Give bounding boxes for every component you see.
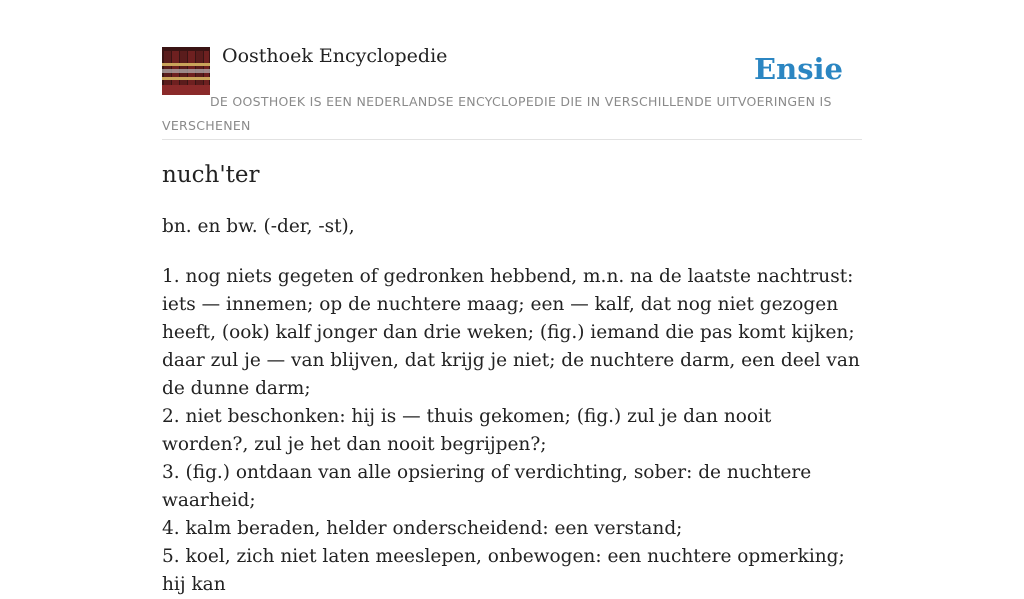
- site-header: [162, 0, 862, 140]
- definition-sense: 3. (fig.) ontdaan van alle opsiering of verdichting, sober: de nuchtere waarheid;: [162, 462, 812, 511]
- entry-grammar: bn. en bw. (-der, -st),: [162, 216, 355, 237]
- ensie-logo[interactable]: Ensie: [754, 52, 843, 86]
- site-tagline: DE OOSTHOEK IS EEN NEDERLANDSE ENCYCLOPEDIE DIE IN VERSCHILLENDE UITVOERINGEN IS VERSCHENEN: [162, 94, 832, 133]
- definition-sense: 1. nog niets gegeten of gedronken hebbend, m.n. na de laatste nachtrust: iets — innemen; op de nuchtere maag; een — kalf, dat nog niet gezogen heeft, (ook) kalf jonger dan drie weken; (fig.) iemand die pas komt kijken; daar zul je — van blijven, dat krijg je niet; de nuchtere darm, een deel van de dunne darm;: [162, 266, 860, 399]
- site-title[interactable]: Oosthoek Encyclopedie: [222, 45, 448, 67]
- books-avatar-image: [162, 47, 210, 95]
- entry-title: nuch'ter: [162, 162, 260, 188]
- encyclopedia-books-avatar[interactable]: [162, 47, 210, 95]
- definition-sense: 5. koel, zich niet laten meeslepen, onbewogen: een nuchtere opmerking; hij kan: [162, 546, 845, 595]
- definition-sense: 4. kalm beraden, helder onderscheidend: een verstand;: [162, 518, 683, 539]
- content-container: [162, 0, 862, 595]
- entry-definitions: [162, 263, 862, 599]
- definition-sense: 2. niet beschonken: hij is — thuis gekomen; (fig.) zul je dan nooit worden?, zul je het dan nooit begrijpen?;: [162, 406, 772, 455]
